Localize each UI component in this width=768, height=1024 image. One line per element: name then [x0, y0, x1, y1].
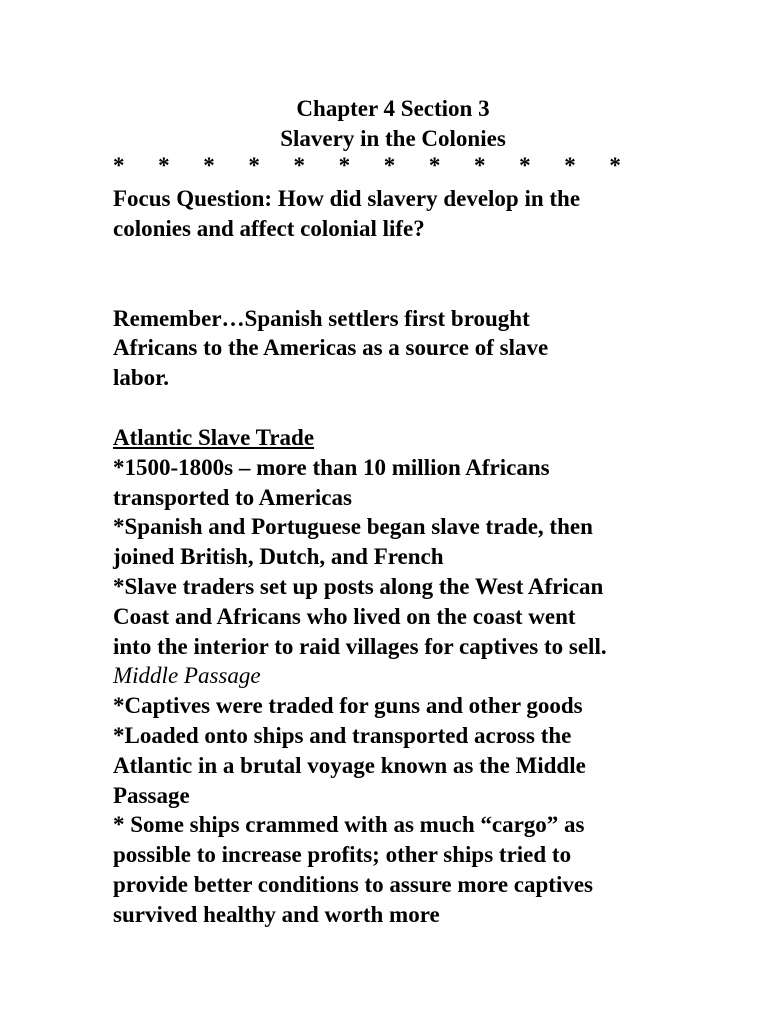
- divider-star: *: [158, 153, 170, 178]
- divider-star: *: [338, 153, 351, 178]
- divider-star: *: [383, 153, 396, 178]
- text-line: possible to increase profits; other ships tried to: [113, 842, 572, 868]
- remember-note: [113, 304, 673, 393]
- divider-star: *: [113, 153, 125, 178]
- text-line: *Slave traders set up posts along the West African: [113, 573, 604, 599]
- text-line: transported to Americas: [113, 484, 352, 510]
- text-line: Africans to the Americas as a source of slave: [113, 335, 549, 361]
- focus-question: [113, 184, 673, 244]
- divider-star: *: [203, 153, 215, 178]
- text-line: Passage: [113, 782, 190, 808]
- divider-star: *: [564, 153, 576, 178]
- text-line: Coast and Africans who lived on the coast went: [113, 603, 576, 629]
- star-divider: [113, 154, 621, 178]
- document-page: [113, 94, 673, 930]
- text-line: survived healthy and worth more: [113, 901, 440, 927]
- text-line: colonies and affect colonial life?: [113, 215, 425, 241]
- text-line: Remember…Spanish settlers first brought: [113, 305, 530, 331]
- divider-star: *: [293, 153, 305, 178]
- atlantic-slave-trade-notes: [113, 453, 673, 662]
- divider-star: *: [519, 153, 531, 178]
- text-line: *1500-1800s – more than 10 million Africans: [113, 454, 550, 480]
- text-line: Focus Question: How did slavery develop in the: [113, 186, 581, 211]
- text-line: *Spanish and Portuguese began slave trade, then: [113, 514, 593, 540]
- divider-star: *: [609, 153, 621, 178]
- text-line: joined British, Dutch, and French: [113, 544, 444, 570]
- text-line: Atlantic in a brutal voyage known as the Middle: [113, 752, 586, 778]
- text-line: *Captives were traded for guns and other goods: [113, 693, 583, 719]
- section-title: Slavery in the Colonies: [280, 126, 506, 151]
- chapter-title: Chapter 4 Section 3: [296, 96, 490, 121]
- text-line: into the interior to raid villages for captives to sell.: [113, 633, 607, 659]
- chapter-heading: [113, 94, 673, 154]
- divider-star: *: [428, 153, 441, 178]
- text-line: provide better conditions to assure more captives: [113, 871, 593, 897]
- divider-star: *: [474, 153, 486, 178]
- text-line: labor.: [113, 365, 170, 391]
- middle-passage-heading: Middle Passage: [113, 663, 261, 689]
- atlantic-slave-trade-heading: Atlantic Slave Trade: [113, 424, 315, 450]
- text-line: *Loaded onto ships and transported across the: [113, 722, 572, 748]
- text-line: * Some ships crammed with as much “cargo” as: [113, 812, 585, 838]
- middle-passage-notes: [113, 691, 673, 929]
- divider-star: *: [248, 153, 260, 178]
